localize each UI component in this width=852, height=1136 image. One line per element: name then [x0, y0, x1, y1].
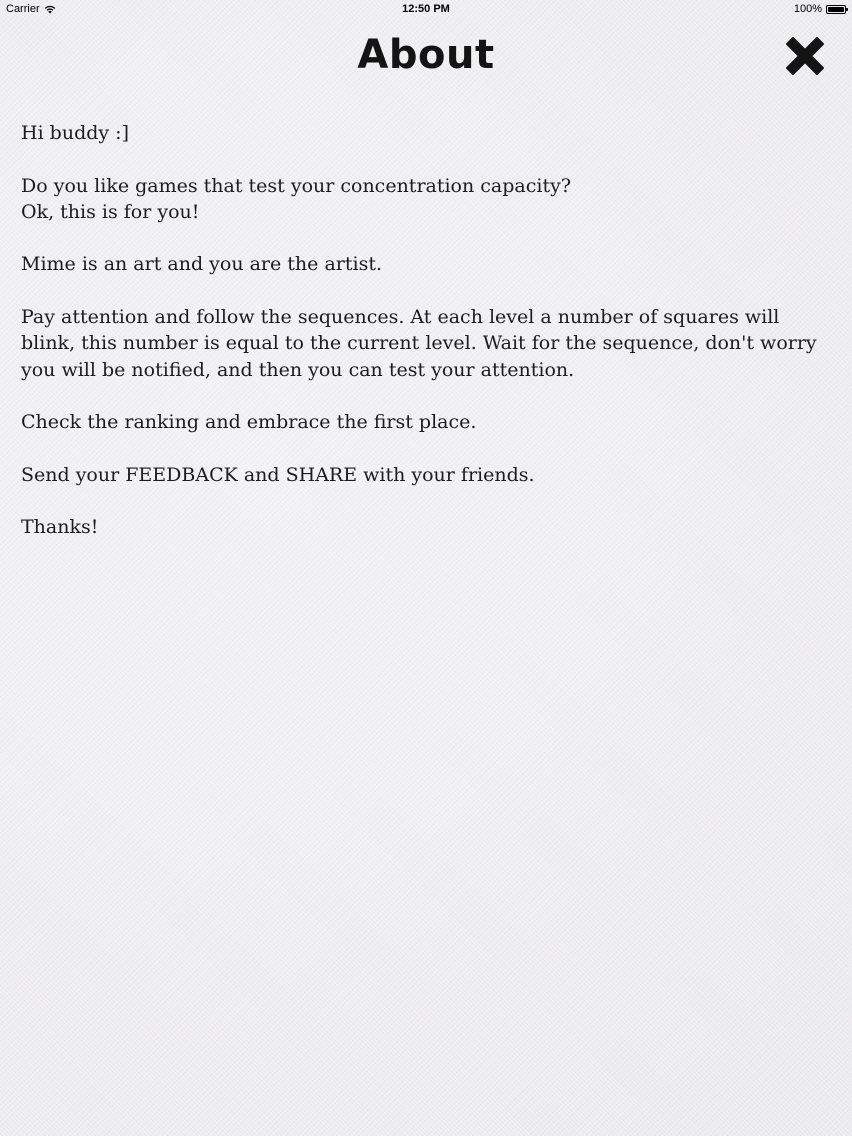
close-button[interactable] — [781, 32, 829, 80]
ranking-text: Check the ranking and embrace the first place. — [21, 411, 477, 434]
thanks-paragraph — [21, 514, 831, 540]
thanks-text: Thanks! — [21, 516, 99, 539]
intro-line-1: Do you like games that test your concentration capacity? — [21, 174, 572, 197]
instructions-text: Pay attention and follow the sequences. At each level a number of squares will blink, this number is equal to the current level. Wait for the sequence, don't worry you will be notified, and then you can test your attention. — [21, 306, 817, 381]
status-bar — [0, 0, 852, 18]
greeting-text: Hi buddy :] — [21, 122, 129, 144]
instructions-paragraph — [21, 304, 831, 383]
battery-fill — [828, 7, 844, 12]
battery-icon — [826, 5, 846, 14]
greeting-paragraph — [21, 120, 831, 146]
status-time: 12:50 PM — [402, 3, 450, 15]
status-right — [794, 3, 846, 15]
art-text: Mime is an art and you are the artist. — [21, 253, 382, 276]
carrier-label: Carrier — [6, 3, 40, 15]
art-paragraph — [21, 251, 831, 277]
ranking-paragraph — [21, 409, 831, 435]
feedback-paragraph — [21, 462, 831, 488]
intro-paragraph — [21, 173, 831, 226]
intro-line-2: Ok, this is for you! — [21, 200, 200, 223]
about-text — [21, 120, 831, 567]
battery-percent: 100% — [793, 3, 822, 15]
page-title: About — [357, 32, 495, 78]
feedback-text: Send your FEEDBACK and SHARE with your friends. — [21, 463, 535, 486]
close-icon[interactable] — [781, 32, 829, 80]
